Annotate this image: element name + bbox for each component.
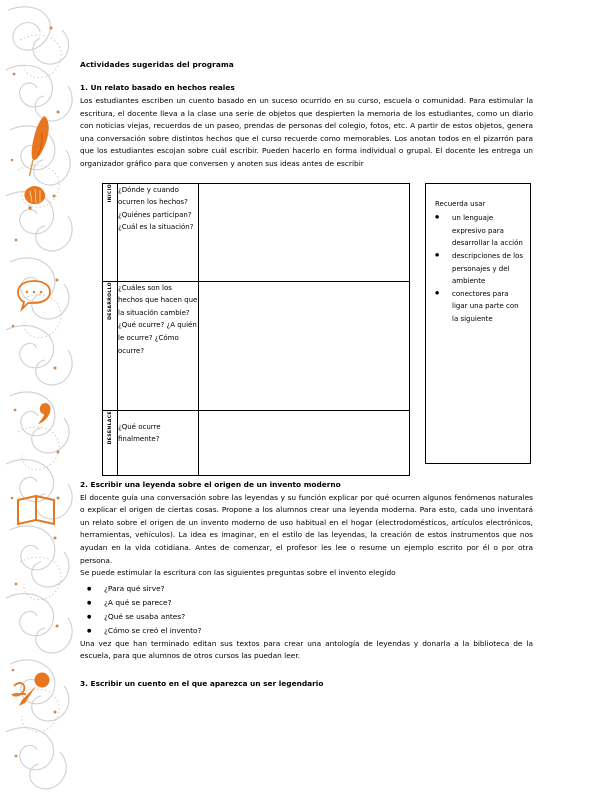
list-item: ● descripciones de los personajes y del ambiente (435, 250, 524, 288)
list-item: ● un lenguaje expresivo para desarrollar la acción (435, 212, 524, 250)
table-row (103, 410, 410, 475)
microphone-icon (12, 673, 50, 707)
section-2-closing: Una vez que han terminado editan sus textos para crear una antología de leyendas y donarla a la biblioteca de la escuela, para que alumnos de otros cursos las puedan leer. (80, 638, 533, 661)
section-2-paragraph: El docente guía una conversación sobre las leyendas y su función explicar por qué ocurren algunos fenómenos naturales o explicar el origen de ciertas cosas. Propone a los alumnos crear una leyenda moderna. Para esto, cada uno inventará un relato sobre el origen de un invento moderno de uso habitual en el hogar (electrodomésticos, artículos electrónicos, herramientas, vehículos). La idea es imaginar, en el estilo de las leyendas, la creación de estos instrumentos que nos ayudan en la vida cotidiana. Antes de comenzar, el profesor les lee o resume un ejemplo escrito por él o por otra persona. (80, 492, 533, 565)
speech-bubble-icon (18, 281, 50, 309)
answer-cell-desarrollo[interactable] (199, 281, 410, 410)
deco-dot (57, 497, 60, 500)
stage-label-text: DESARROLLO (107, 281, 113, 320)
section-3-heading: 3. Escribir un cuento en el que aparezca un ser legendario (80, 678, 324, 688)
section-2-heading: 2. Escribir una leyenda sobre el origen de un invento moderno (80, 479, 341, 489)
swirl-dots (11, 27, 60, 758)
list-item: ● ¿A qué se parece? (80, 596, 533, 610)
stage-label-text: INICIO (107, 183, 113, 202)
comma-icon (38, 403, 51, 424)
list-item: ● ¿Para qué sirve? (80, 582, 533, 596)
answer-cell-desenlace[interactable] (199, 410, 410, 475)
document-body (80, 60, 533, 691)
stage-label-text: DESENLACE (107, 410, 113, 444)
inkwell-icon (24, 186, 45, 204)
deco-dot (28, 206, 31, 209)
graphic-organizer (80, 183, 533, 466)
reminder-box-title: Recuerda usar (435, 199, 486, 208)
list-item: ● ¿Cómo se creó el invento? (80, 624, 533, 638)
answer-cell-inicio[interactable] (199, 183, 410, 281)
page-title: Actividades sugeridas del programa (80, 60, 234, 69)
reminder-list (435, 212, 524, 325)
list-item: ● ¿Qué se usaba antes? (80, 610, 533, 624)
prompt-cell-desenlace: ¿Qué ocurre finalmente? (118, 410, 199, 475)
decorative-margin-strip (0, 0, 80, 800)
list-item: ● conectores para ligar una parte con la siguiente (435, 288, 524, 326)
section-1-paragraph: Los estudiantes escriben un cuento basado en un suceso ocurrido en su curso, escuela o comunidad. Para estimular la escritura, el docente lleva a la clase una serie de objetos que despierten la memoria de los estudiantes, como un diario con noticias viejas, recuerdos de un paseo, prendas de personas del colegio, fotos, etc. A partir de estos objetos, genera una conversación sobre distintos hechos que el curso recuerde como memorables. Los anotan todos en el pizarrón para que los estudiantes escojan sobre cuál escribir. Pueden hacerlo en forma individual o grupal. El docente les entrega un organizador gráfico para que conversen y anoten sus ideas antes de escribir (80, 96, 533, 168)
reminder-box (425, 183, 531, 464)
swirl-pattern-dotted (18, 35, 61, 732)
stage-label-desenlace (103, 410, 118, 475)
organizer-table (102, 183, 410, 476)
section-1-heading: 1. Un relato basado en hechos reales (80, 83, 235, 92)
table-row (103, 183, 410, 281)
open-book-icon (18, 496, 54, 524)
stage-label-inicio (103, 183, 118, 281)
invention-question-list (80, 582, 533, 638)
prompt-cell-desarrollo: ¿Cuáles son los hechos que hacen que la situación cambie? ¿Qué ocurre? ¿A quién le ocurre? ¿Cómo ocurre? (118, 281, 199, 410)
table-row (103, 281, 410, 410)
swirl-pattern (6, 7, 72, 789)
section-2-lead-in: Se puede estimular la escritura con las siguientes preguntas sobre el invento elegido (80, 568, 396, 578)
prompt-cell-inicio: ¿Dónde y cuando ocurren los hechos? ¿Quiénes participan? ¿Cuál es la situación? (118, 183, 199, 281)
document-page (80, 0, 600, 800)
quill-pen-icon (30, 116, 49, 176)
stage-label-desarrollo (103, 281, 118, 410)
